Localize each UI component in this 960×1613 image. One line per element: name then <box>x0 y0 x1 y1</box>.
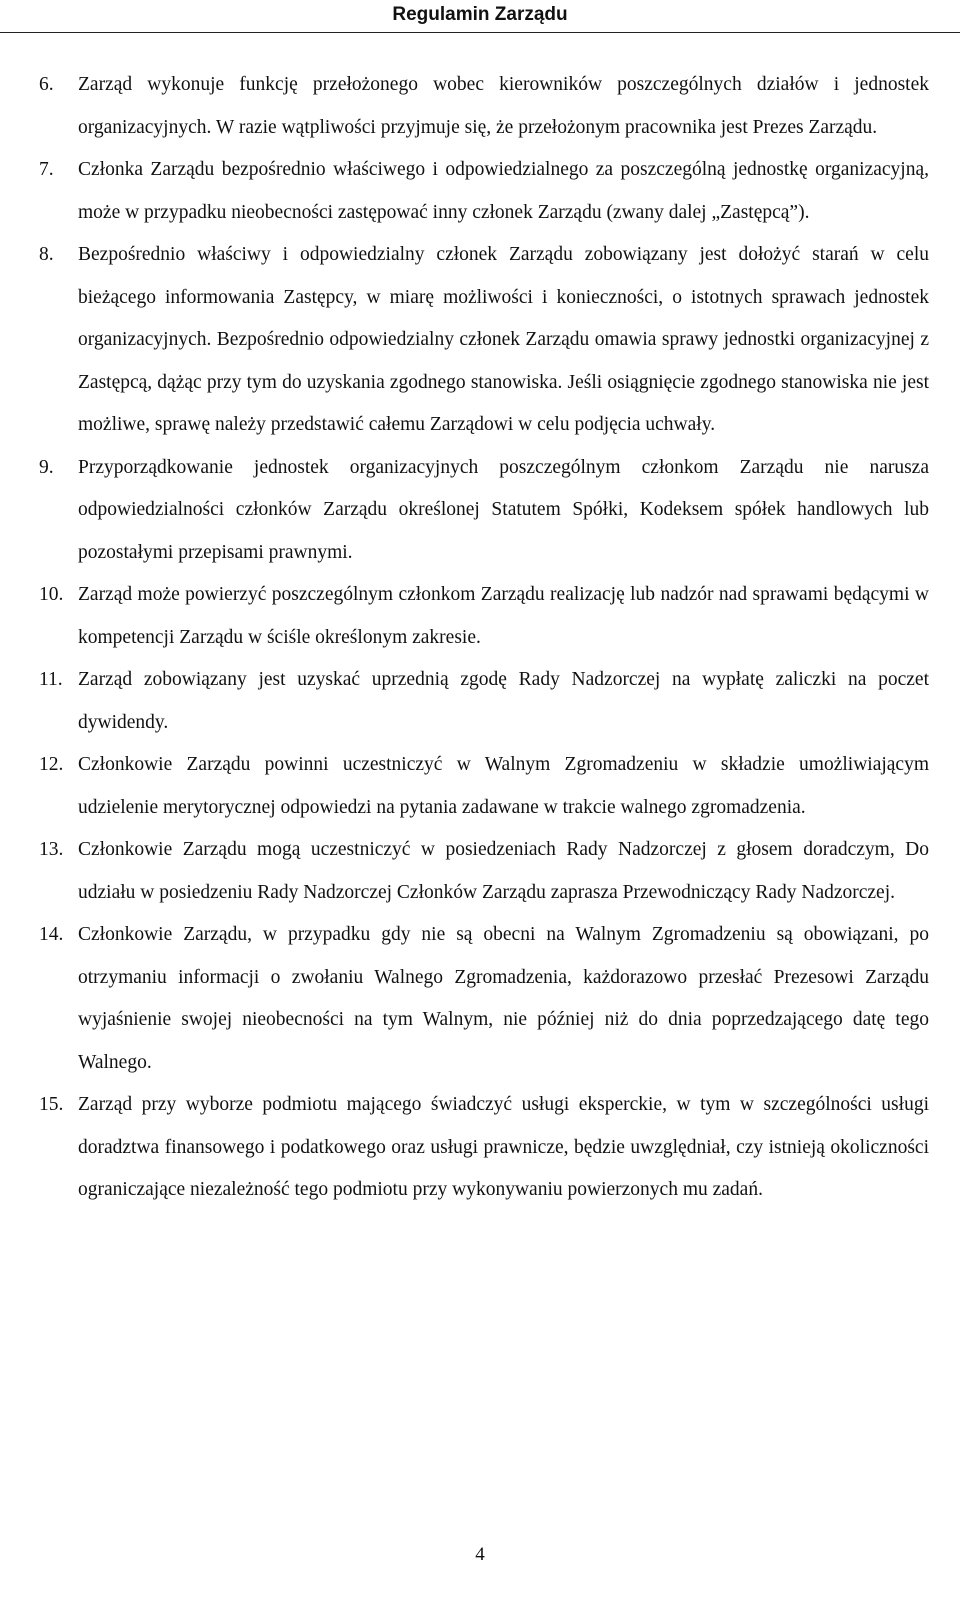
list-item <box>0 574 929 659</box>
header-divider <box>0 32 960 33</box>
list-item <box>0 914 929 1084</box>
list-item <box>0 659 929 744</box>
list-item <box>0 744 929 829</box>
list-item-number: 8. <box>39 244 54 265</box>
list-item-text: Członkowie Zarządu mogą uczestniczyć w posiedzeniach Rady Nadzorczej z głosem doradczym, Do udziału w posiedzeniu Rady Nadzorczej Członków Zarządu zaprasza Przewodniczący Rady Nadzorczej. <box>78 839 929 903</box>
list-item-number: 9. <box>39 456 54 478</box>
list-item-number: 11. <box>39 669 63 690</box>
list-item <box>0 829 929 914</box>
list-item-number: 7. <box>39 159 54 180</box>
list-item-text: Członkowie Zarządu, w przypadku gdy nie są obecni na Walnym Zgromadzeniu są obowiązani, po otrzymaniu informacji o zwołaniu Walnego Zgromadzenia, każdorazowo przesłać Prezesowi Zarządu wyjaśnienie swojej nieobecności na tym Walnym, nie później niż do dnia poprzedzającego datę tego Walnego. <box>78 924 929 1073</box>
list-item <box>0 1084 929 1212</box>
list-item <box>0 149 929 234</box>
list-item <box>0 447 929 575</box>
list-item-number: 10. <box>39 584 64 605</box>
list-item <box>0 64 929 149</box>
list-item-number: 14. <box>39 924 64 945</box>
list-item-text: Członkowie Zarządu powinni uczestniczyć w Walnym Zgromadzeniu w składzie umożliwiającym udzielenie merytorycznej odpowiedzi na pytania zadawane w trakcie walnego zgromadzenia. <box>78 754 929 818</box>
list-item-text: Bezpośrednio właściwy i odpowiedzialny członek Zarządu zobowiązany jest dołożyć starań w celu bieżącego informowania Zastępcy, w miarę możliwości i konieczności, o istotnych sprawach jednostek organizacyjnych. Bezpośrednio odpowiedzialny członek Zarządu omawia sprawy jednostki organizacyjnej z Zastępcą, dążąc przy tym do uzyskania zgodnego stanowiska. Jeśli osiągnięcie zgodnego stanowiska nie jest możliwe, sprawę należy przedstawić całemu Zarządowi w celu podjęcia uchwały. <box>78 244 929 435</box>
list-item-text: Zarząd zobowiązany jest uzyskać uprzednią zgodę Rady Nadzorczej na wypłatę zaliczki na poczet dywidendy. <box>78 669 929 733</box>
page-number: 4 <box>475 1544 485 1565</box>
list-item-number: 13. <box>39 839 64 860</box>
list-item-number: 15. <box>39 1094 64 1115</box>
list-item-text: Zarząd wykonuje funkcję przełożonego wobec kierowników poszczególnych działów i jednostek organizacyjnych. W razie wątpliwości przyjmuje się, że przełożonym pracownika jest Prezes Zarządu. <box>78 74 929 138</box>
list-item-number: 12. <box>39 754 64 775</box>
list-item-number: 6. <box>39 74 54 95</box>
page-header-title: Regulamin Zarządu <box>392 4 568 25</box>
list-item-text: Zarząd przy wyborze podmiotu mającego świadczyć usługi eksperckie, w tym w szczególności usługi doradztwa finansowego i podatkowego oraz usługi prawnicze, będzie uwzględniał, czy istnieją okoliczności ograniczające niezależność tego podmiotu przy wykonywaniu powierzonych mu zadań. <box>78 1094 929 1200</box>
list-item-text: Przyporządkowanie jednostek organizacyjnych poszczególnym członkom Zarządu nie narusza odpowiedzialności członków Zarządu określonej Statutem Spółki, Kodeksem spółek handlowych lub pozostałymi przepisami prawnymi. <box>78 456 929 563</box>
numbered-list <box>0 64 960 1212</box>
list-item-text: Zarząd może powierzyć poszczególnym członkom Zarządu realizację lub nadzór nad sprawami będącymi w kompetencji Zarządu w ściśle określonym zakresie. <box>78 584 929 648</box>
list-item <box>0 234 929 447</box>
list-item-text: Członka Zarządu bezpośrednio właściwego i odpowiedzialnego za poszczególną jednostkę organizacyjną, może w przypadku nieobecności zastępować inny członek Zarządu (zwany dalej „Zastępcą”). <box>78 159 929 223</box>
